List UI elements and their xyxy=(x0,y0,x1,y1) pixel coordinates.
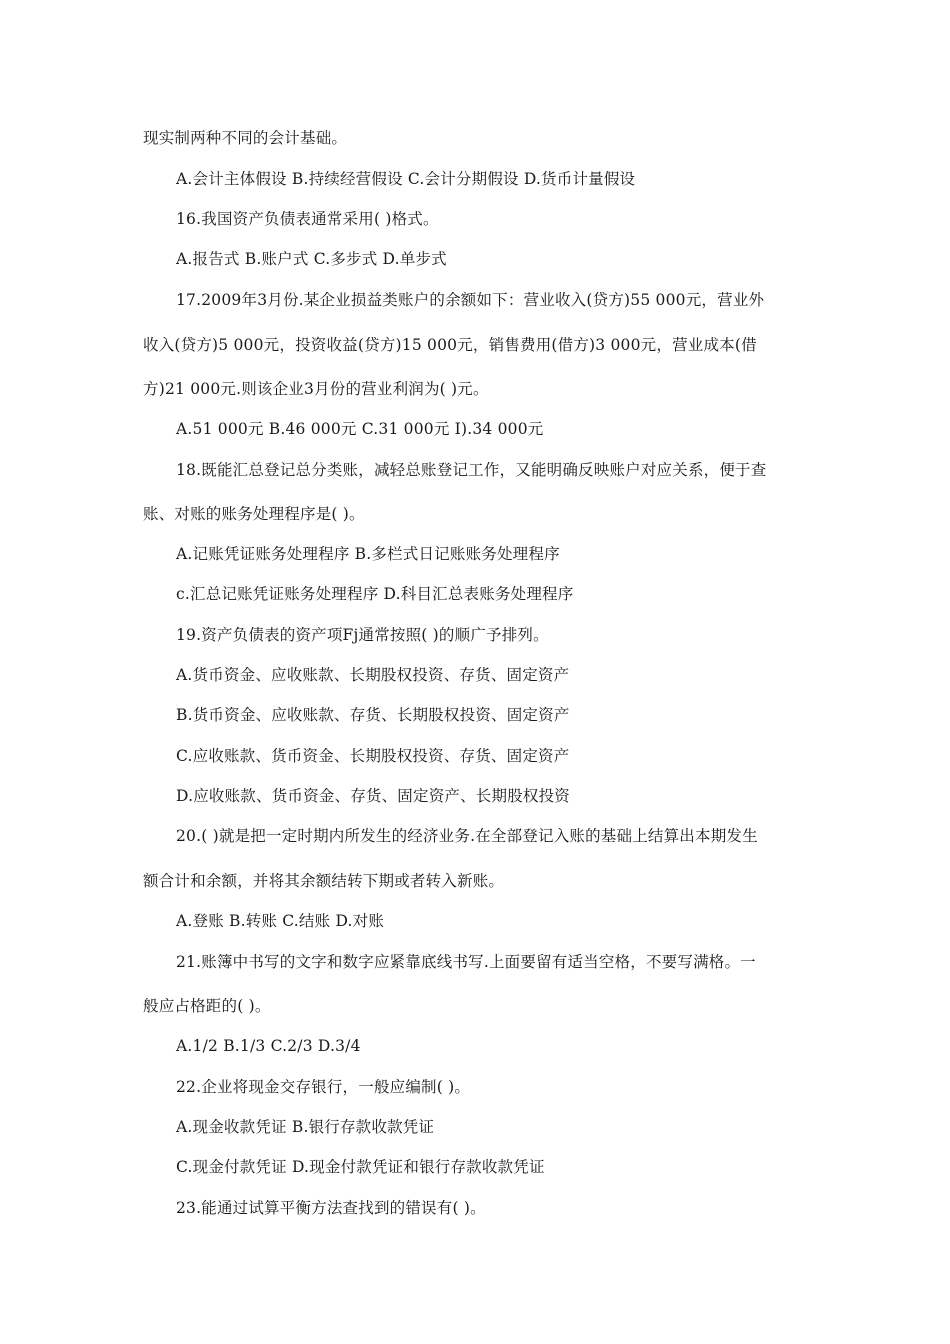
q19-option-c: C.应收账款、货币资金、长期股权投资、存货、固定资产 xyxy=(176,747,570,765)
q21-options: A.1/2 B.1/3 C.2/3 D.3/4 xyxy=(176,1037,361,1055)
q16-options: A.报告式 B.账户式 C.多步式 D.单步式 xyxy=(176,250,447,268)
q15-options: A.会计主体假设 B.持续经营假设 C.会计分期假设 D.货币计量假设 xyxy=(176,170,636,188)
q22-options-line1: A.现金收款凭证 B.银行存款收款凭证 xyxy=(176,1118,435,1136)
q22-question: 22.企业将现金交存银行，一般应编制( )。 xyxy=(176,1078,471,1096)
q21-question-line1: 21.账簿中书写的文字和数字应紧靠底线书写.上面要留有适当空格，不要写满格。一 xyxy=(176,953,756,971)
q20-question-line2: 额合计和余额，并将其余额结转下期或者转入新账。 xyxy=(143,872,505,890)
q19-question: 19.资产负债表的资产项Fj通常按照( )的顺广予排列。 xyxy=(176,626,549,644)
q23-question: 23.能通过试算平衡方法查找到的错误有( )。 xyxy=(176,1199,486,1217)
q17-options: A.51 000元 B.46 000元 C.31 000元 I).34 000元 xyxy=(176,420,544,438)
q18-question-line2: 账、对账的账务处理程序是( )。 xyxy=(143,505,365,523)
q16-question: 16.我国资产负债表通常采用( )格式。 xyxy=(176,210,439,228)
q19-option-a: A.货币资金、应收账款、长期股权投资、存货、固定资产 xyxy=(176,666,570,684)
q21-question-line2: 般应占格距的( )。 xyxy=(143,997,271,1015)
q18-options-line2: c.汇总记账凭证账务处理程序 D.科目汇总表账务处理程序 xyxy=(176,585,574,603)
q18-options-line1: A.记账凭证账务处理程序 B.多栏式日记账账务处理程序 xyxy=(176,545,560,563)
q20-question-line1: 20.( )就是把一定时期内所发生的经济业务.在全部登记入账的基础上结算出本期发生 xyxy=(176,827,758,845)
q17-question-line3: 方)21 000元.则该企业3月份的营业利润为( )元。 xyxy=(143,380,489,398)
q17-question-line2: 收入(贷方)5 000元，投资收益(贷方)15 000元，销售费用(借方)3 000元，营业成本(借 xyxy=(143,336,757,354)
q22-options-line2: C.现金付款凭证 D.现金付款凭证和银行存款收款凭证 xyxy=(176,1158,545,1176)
text-line-continuation: 现实制两种不同的会计基础。 xyxy=(143,129,348,147)
q18-question-line1: 18.既能汇总登记总分类账，减轻总账登记工作，又能明确反映账户对应关系，便于查 xyxy=(176,461,767,479)
q19-option-d: D.应收账款、货币资金、存货、固定资产、长期股权投资 xyxy=(176,787,571,805)
q17-question-line1: 17.2009年3月份.某企业损益类账户的余额如下：营业收入(贷方)55 000元，营业外 xyxy=(176,291,765,309)
q20-options: A.登账 B.转账 C.结账 D.对账 xyxy=(176,912,385,930)
q19-option-b: B.货币资金、应收账款、存货、长期股权投资、固定资产 xyxy=(176,706,570,724)
